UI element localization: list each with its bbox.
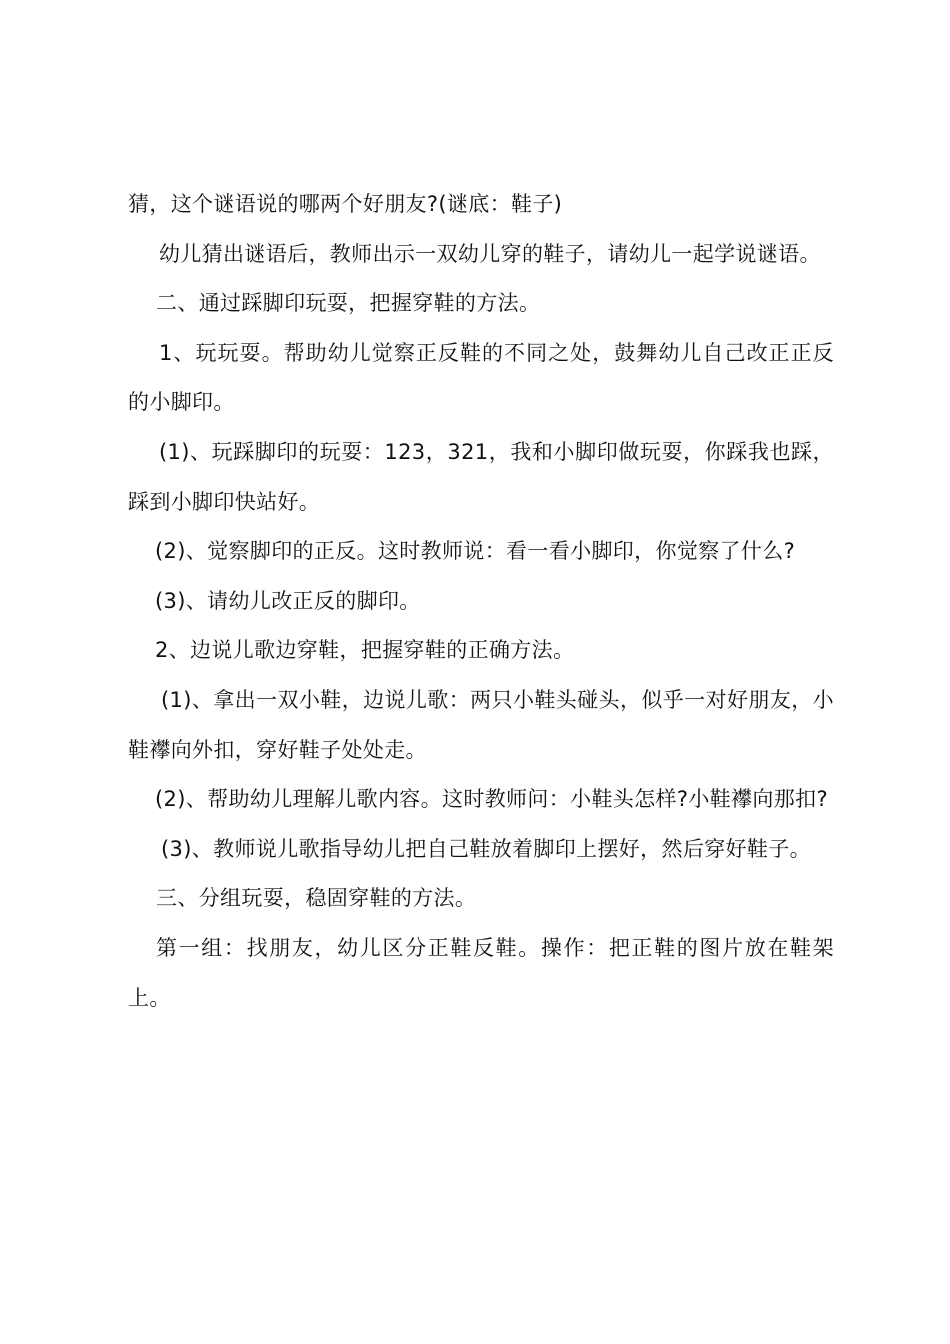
paragraph-step-one-sub-one: (1)、玩踩脚印的玩耍：123，321，我和小脚印做玩耍，你踩我也踩，踩到小脚印快站好。 <box>128 439 834 514</box>
paragraph-step-two: 2、边说儿歌边穿鞋，把握穿鞋的正确方法。 <box>155 638 575 663</box>
paragraph-step-one-sub-three: (3)、请幼儿改正反的脚印。 <box>155 588 421 613</box>
paragraph-step-two-sub-one: (1)、拿出一双小鞋，边说儿歌：两只小鞋头碰头，似乎一对好朋友，小鞋襻向外扣，穿好鞋子处处走。 <box>128 687 834 762</box>
section-heading-two: 二、通过踩脚印玩耍，把握穿鞋的方法。 <box>156 291 541 316</box>
document-body <box>128 180 834 1023</box>
paragraph-step-two-sub-two: (2)、帮助幼儿理解儿歌内容。这时教师问：小鞋头怎样?小鞋襻向那扣? <box>155 787 828 812</box>
paragraph-step-one: 1、玩玩耍。帮助幼儿觉察正反鞋的不同之处，鼓舞幼儿自己改正正反的小脚印。 <box>128 340 834 415</box>
paragraph-riddle-activity: 幼儿猜出谜语后，教师出示一双幼儿穿的鞋子，请幼儿一起学说谜语。 <box>159 241 821 266</box>
paragraph-step-one-sub-two: (2)、觉察脚印的正反。这时教师说：看一看小脚印，你觉察了什么? <box>155 539 796 564</box>
paragraph-riddle-answer: 猜，这个谜语说的哪两个好朋友?(谜底：鞋子) <box>128 192 563 216</box>
paragraph-step-two-sub-three: (3)、教师说儿歌指导幼儿把自己鞋放着脚印上摆好，然后穿好鞋子。 <box>161 836 811 861</box>
section-heading-three: 三、分组玩耍，稳固穿鞋的方法。 <box>156 886 477 911</box>
paragraph-group-one: 第一组：找朋友，幼儿区分正鞋反鞋。操作：把正鞋的图片放在鞋架上。 <box>128 935 834 1010</box>
